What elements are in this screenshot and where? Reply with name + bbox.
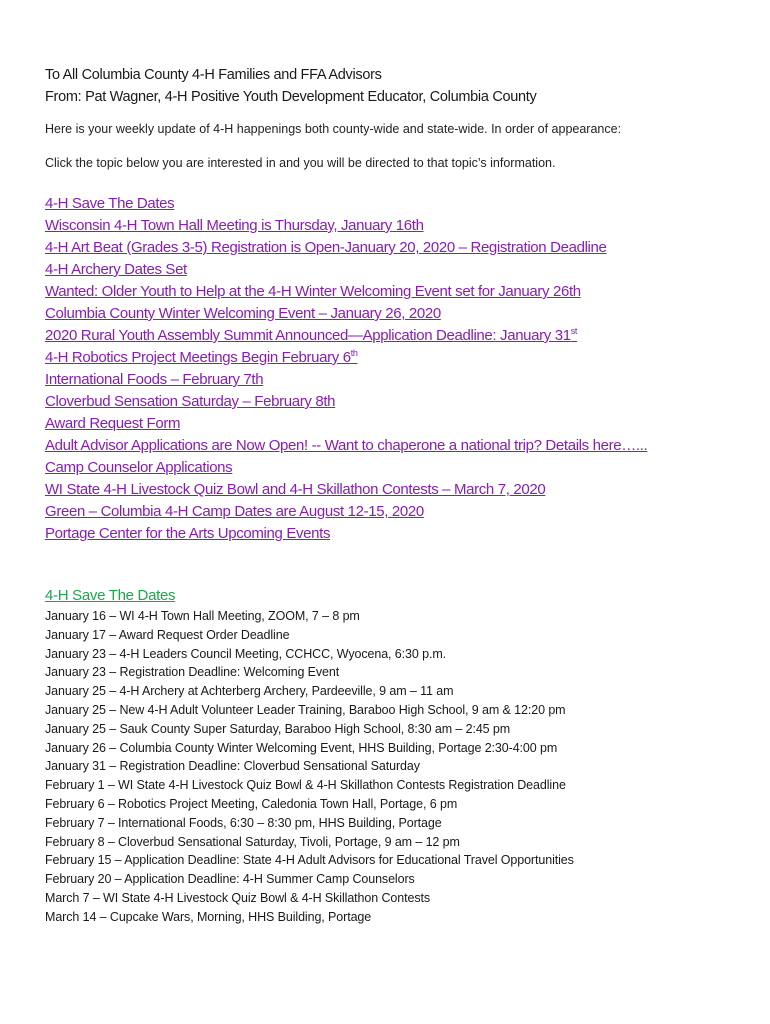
list-item: January 25 – 4-H Archery at Achterberg Archery, Pardeeville, 9 am – 11 am bbox=[45, 684, 454, 699]
toc-link-older-youth[interactable]: Wanted: Older Youth to Help at the 4-H Winter Welcoming Event set for January 26th bbox=[45, 283, 581, 300]
table-of-contents bbox=[45, 193, 725, 545]
list-item: February 20 – Application Deadline: 4-H Summer Camp Counselors bbox=[45, 872, 415, 887]
list-item: March 14 – Cupcake Wars, Morning, HHS Building, Portage bbox=[45, 909, 372, 924]
from-line: From: Pat Wagner, 4-H Positive Youth Development Educator, Columbia County bbox=[45, 89, 537, 105]
list-item: January 25 – Sauk County Super Saturday, Baraboo High School, 8:30 am – 2:45 pm bbox=[45, 721, 511, 736]
toc-link-cloverbud[interactable]: Cloverbud Sensation Saturday – February 8th bbox=[45, 393, 336, 410]
list-item: January 26 – Columbia County Winter Welcoming Event, HHS Building, Portage 2:30-4:00 pm bbox=[45, 740, 558, 755]
toc-link-portage-arts[interactable]: Portage Center for the Arts Upcoming Events bbox=[45, 525, 331, 542]
intro bbox=[45, 120, 725, 173]
toc-link-adult-advisor[interactable]: Adult Advisor Applications are Now Open! -- Want to chaperone a national trip? Details here…... bbox=[45, 437, 648, 454]
section-title-save-the-dates[interactable]: 4-H Save The Dates bbox=[45, 587, 176, 604]
list-item: January 23 – Registration Deadline: Welcoming Event bbox=[45, 665, 340, 680]
to-line: To All Columbia County 4-H Families and FFA Advisors bbox=[45, 67, 382, 83]
toc-link-rural-youth-assembly[interactable]: 2020 Rural Youth Assembly Summit Announced—Application Deadline: January 31st bbox=[45, 326, 578, 344]
toc-link-robotics[interactable]: 4-H Robotics Project Meetings Begin February 6th bbox=[45, 348, 358, 366]
list-item: January 16 – WI 4-H Town Hall Meeting, ZOOM, 7 – 8 pm bbox=[45, 609, 360, 623]
list-item: January 23 – 4-H Leaders Council Meeting, CCHCC, Wyocena, 6:30 p.m. bbox=[45, 646, 447, 661]
list-item: February 15 – Application Deadline: State 4-H Adult Advisors for Educational Travel Opportunities bbox=[45, 853, 574, 868]
list-item: February 7 – International Foods, 6:30 – 8:30 pm, HHS Building, Portage bbox=[45, 815, 442, 830]
list-item: January 17 – Award Request Order Deadline bbox=[45, 627, 290, 642]
list-item: February 1 – WI State 4-H Livestock Quiz Bowl & 4-H Skillathon Contests Registration Deadline bbox=[45, 778, 566, 793]
list-item: February 8 – Cloverbud Sensational Saturday, Tivoli, Portage, 9 am – 12 pm bbox=[45, 834, 460, 849]
list-item: January 31 – Registration Deadline: Cloverbud Sensational Saturday bbox=[45, 759, 420, 774]
toc-link-award-request[interactable]: Award Request Form bbox=[45, 415, 181, 432]
toc-link-livestock-quiz-bowl[interactable]: WI State 4-H Livestock Quiz Bowl and 4-H Skillathon Contests – March 7, 2020 bbox=[45, 481, 546, 498]
toc-link-camp-counselor[interactable]: Camp Counselor Applications bbox=[45, 459, 233, 476]
intro-instruction: Click the topic below you are interested in and you will be directed to that topic’s information. bbox=[45, 156, 556, 170]
toc-link-winter-welcoming[interactable]: Columbia County Winter Welcoming Event – January 26, 2020 bbox=[45, 305, 441, 322]
toc-link-camp-dates[interactable]: Green – Columbia 4-H Camp Dates are August 12-15, 2020 bbox=[45, 503, 424, 520]
save-the-dates-list bbox=[45, 607, 725, 927]
list-item: January 25 – New 4-H Adult Volunteer Leader Training, Baraboo High School, 9 am & 12:20 pm bbox=[45, 702, 566, 717]
toc-link-international-foods[interactable]: International Foods – February 7th bbox=[45, 371, 264, 388]
toc-link-save-the-dates[interactable]: 4-H Save The Dates bbox=[45, 195, 175, 212]
intro-line: Here is your weekly update of 4-H happenings both county-wide and state-wide. In order of appearance: bbox=[45, 122, 622, 136]
toc-link-art-beat[interactable]: 4-H Art Beat (Grades 3-5) Registration is Open-January 20, 2020 – Registration Deadline bbox=[45, 239, 607, 256]
list-item: February 6 – Robotics Project Meeting, Caledonia Town Hall, Portage, 6 pm bbox=[45, 796, 458, 811]
toc-link-archery[interactable]: 4-H Archery Dates Set bbox=[45, 261, 187, 278]
list-item: March 7 – WI State 4-H Livestock Quiz Bowl & 4-H Skillathon Contests bbox=[45, 890, 431, 905]
toc-link-town-hall[interactable]: Wisconsin 4-H Town Hall Meeting is Thursday, January 16th bbox=[45, 217, 424, 234]
